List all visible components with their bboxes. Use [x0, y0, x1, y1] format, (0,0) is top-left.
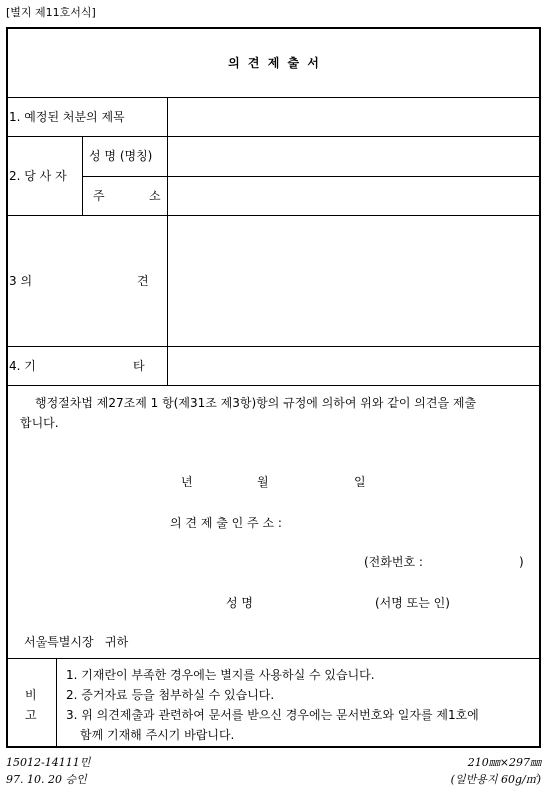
note-item: 1. 기재란이 부족한 경우에는 별지를 사용하실 수 있습니다. — [66, 668, 375, 682]
phone-label: (전화번호 : — [364, 555, 423, 569]
column-divider — [56, 658, 57, 748]
name-label: 성 명 (명칭) — [89, 149, 153, 163]
phone-close: ) — [519, 555, 524, 569]
rule — [6, 658, 541, 659]
other-label: 4. 기 — [9, 359, 36, 373]
footer-approval: 97. 10. 20 승인 — [6, 773, 87, 786]
party-label: 2. 당 사 자 — [9, 169, 67, 183]
column-divider — [82, 136, 83, 215]
disposition-title-label: 1. 예정된 처분의 제목 — [9, 110, 125, 124]
opinion-label: 3 의 — [9, 274, 33, 288]
footer-paper-type: (일반용지 60g/㎡) — [450, 773, 541, 786]
addressee: 서울특별시장 귀하 — [24, 635, 129, 649]
submitter-address-label: 의 견 제 출 인 주 소 : — [170, 516, 282, 530]
statement-line-2: 합니다. — [20, 416, 59, 430]
note-item: 2. 증거자료 등을 첨부하실 수 있습니다. — [66, 688, 275, 702]
disposition-title-field[interactable] — [168, 98, 540, 135]
address-label-so: 소 — [149, 189, 161, 203]
statement-line-1: 행정절차법 제27조제 1 항(제31조 제3항)항의 규정에 의하여 위와 같이 의견을 제출 — [35, 396, 477, 410]
submitter-name-label: 성 명 — [226, 596, 253, 610]
party-name-field[interactable] — [168, 137, 540, 175]
notes-label-1: 비 — [25, 688, 37, 702]
date-day-label: 일 — [354, 475, 366, 489]
note-item: 함께 기재해 주시기 바랍니다. — [80, 728, 235, 742]
date-month-label: 월 — [257, 475, 269, 489]
other-field[interactable] — [168, 347, 540, 384]
page-title: 의 견 제 출 서 — [228, 56, 321, 70]
address-label-ju: 주 — [93, 189, 105, 203]
opinion-label-end: 견 — [137, 274, 149, 288]
footer-paper-size: 210㎜×297㎜ — [467, 756, 541, 769]
footer-code: 15012-14111민 — [6, 756, 91, 769]
date-year-label: 년 — [181, 475, 193, 489]
other-label-end: 타 — [133, 359, 145, 373]
note-item: 3. 위 의견제출과 관련하여 문서를 받으신 경우에는 문서번호와 일자를 제1호에 — [66, 708, 479, 722]
opinion-field[interactable] — [168, 216, 540, 345]
form-code: [별지 제11호서식] — [6, 6, 96, 19]
party-address-field[interactable] — [168, 177, 540, 214]
notes-label-2: 고 — [25, 708, 37, 722]
signature-label: (서명 또는 인) — [375, 596, 450, 610]
rule — [6, 385, 541, 386]
